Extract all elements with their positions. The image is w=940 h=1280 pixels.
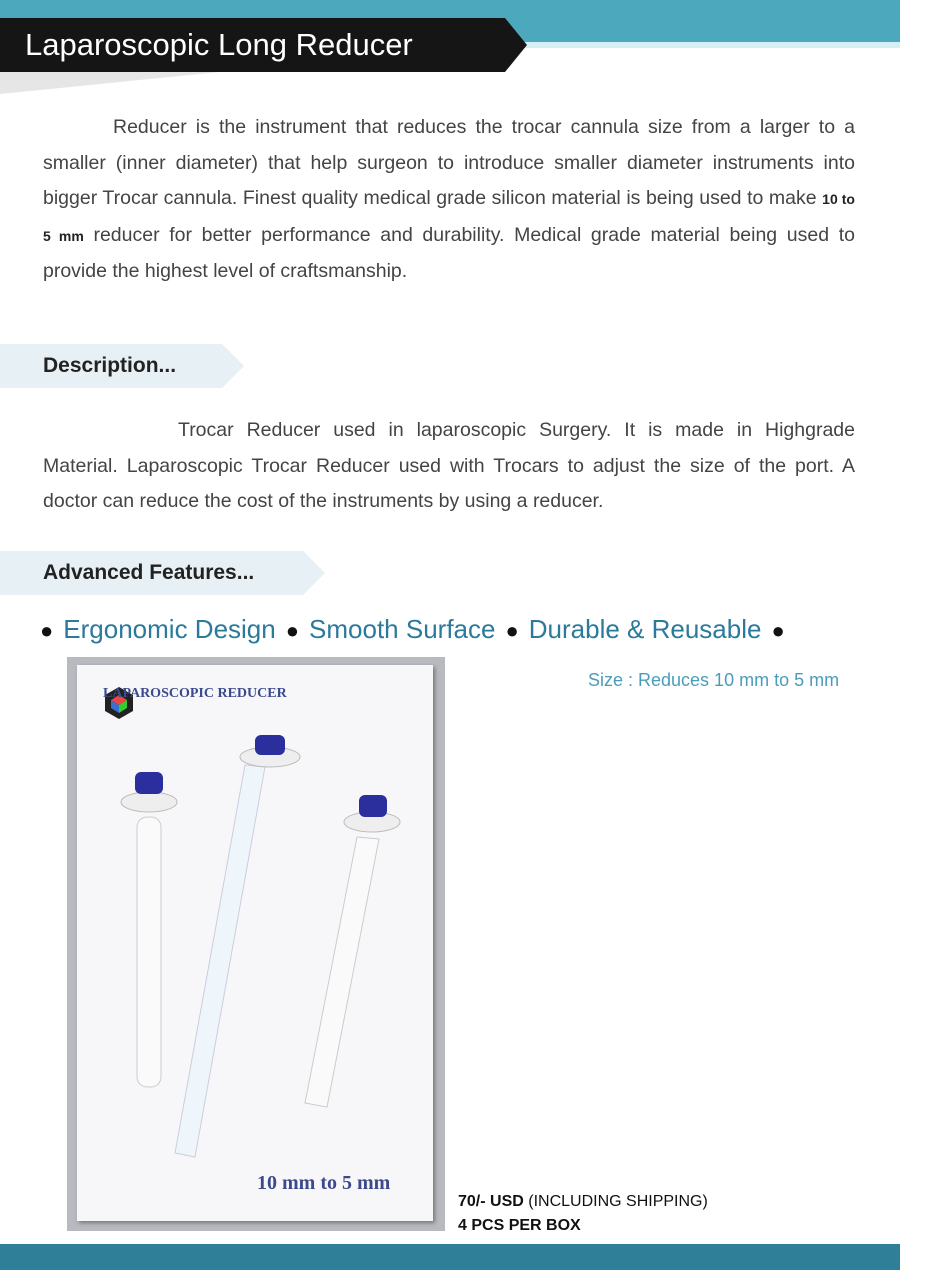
title-shadow <box>0 72 220 94</box>
page-title: Laparoscopic Long Reducer <box>0 18 505 72</box>
photo-size-label: 10 mm to 5 mm <box>257 1172 391 1194</box>
bullet-icon: ● <box>40 618 54 643</box>
bullet-icon: ● <box>771 618 785 643</box>
bullet-icon: ● <box>505 618 519 643</box>
intro-text-end: reducer for better performance and durability. Medical grade material being used to provide the highest level of craftsmanship. <box>43 223 855 282</box>
header-underline <box>520 42 900 48</box>
feature-item: Ergonomic Design <box>63 614 276 644</box>
features-heading: Advanced Features... <box>0 551 303 595</box>
product-photo <box>67 657 445 1231</box>
description-paragraph <box>43 413 855 520</box>
size-highlight: 10 to 5 mm <box>43 191 855 244</box>
price-amount: 70/- USD <box>458 1193 524 1210</box>
reducer-right <box>305 795 400 1107</box>
description-text: Trocar Reducer used in laparoscopic Surgery. It is made in Highgrade Material. Laparoscopic Trocar Reducer used with Trocars to adjust the size of the port. A doctor can reduce the cost of the instruments by using a reducer. <box>43 419 855 512</box>
bullet-icon: ● <box>285 618 300 643</box>
reducers-illustration <box>67 657 445 1231</box>
title-arrow <box>505 18 527 72</box>
reducer-left <box>121 772 177 1087</box>
intro-paragraph <box>43 110 855 290</box>
description-heading: Description... <box>0 344 222 388</box>
pack-info: 4 PCS PER BOX <box>458 1217 581 1234</box>
feature-item: Durable & Reusable <box>528 614 762 644</box>
size-info: Size : Reduces 10 mm to 5 mm <box>588 670 840 690</box>
reducer-middle <box>175 735 300 1157</box>
footer-bar <box>0 1244 900 1270</box>
price-note: (INCLUDING SHIPPING) <box>523 1193 708 1210</box>
photo-brand-text: LAPAROSCOPIC REDUCER <box>103 686 287 701</box>
features-list <box>30 614 795 645</box>
price-info <box>458 1190 708 1238</box>
feature-item: Smooth Surface <box>309 614 496 644</box>
intro-text: Reducer is the instrument that reduces the trocar cannula size from a larger to a smaller (inner diameter) that help surgeon to introduce smaller diameter instruments into bigger Trocar cannula. Finest quality medical grade silicon material is being used to make <box>43 116 855 209</box>
